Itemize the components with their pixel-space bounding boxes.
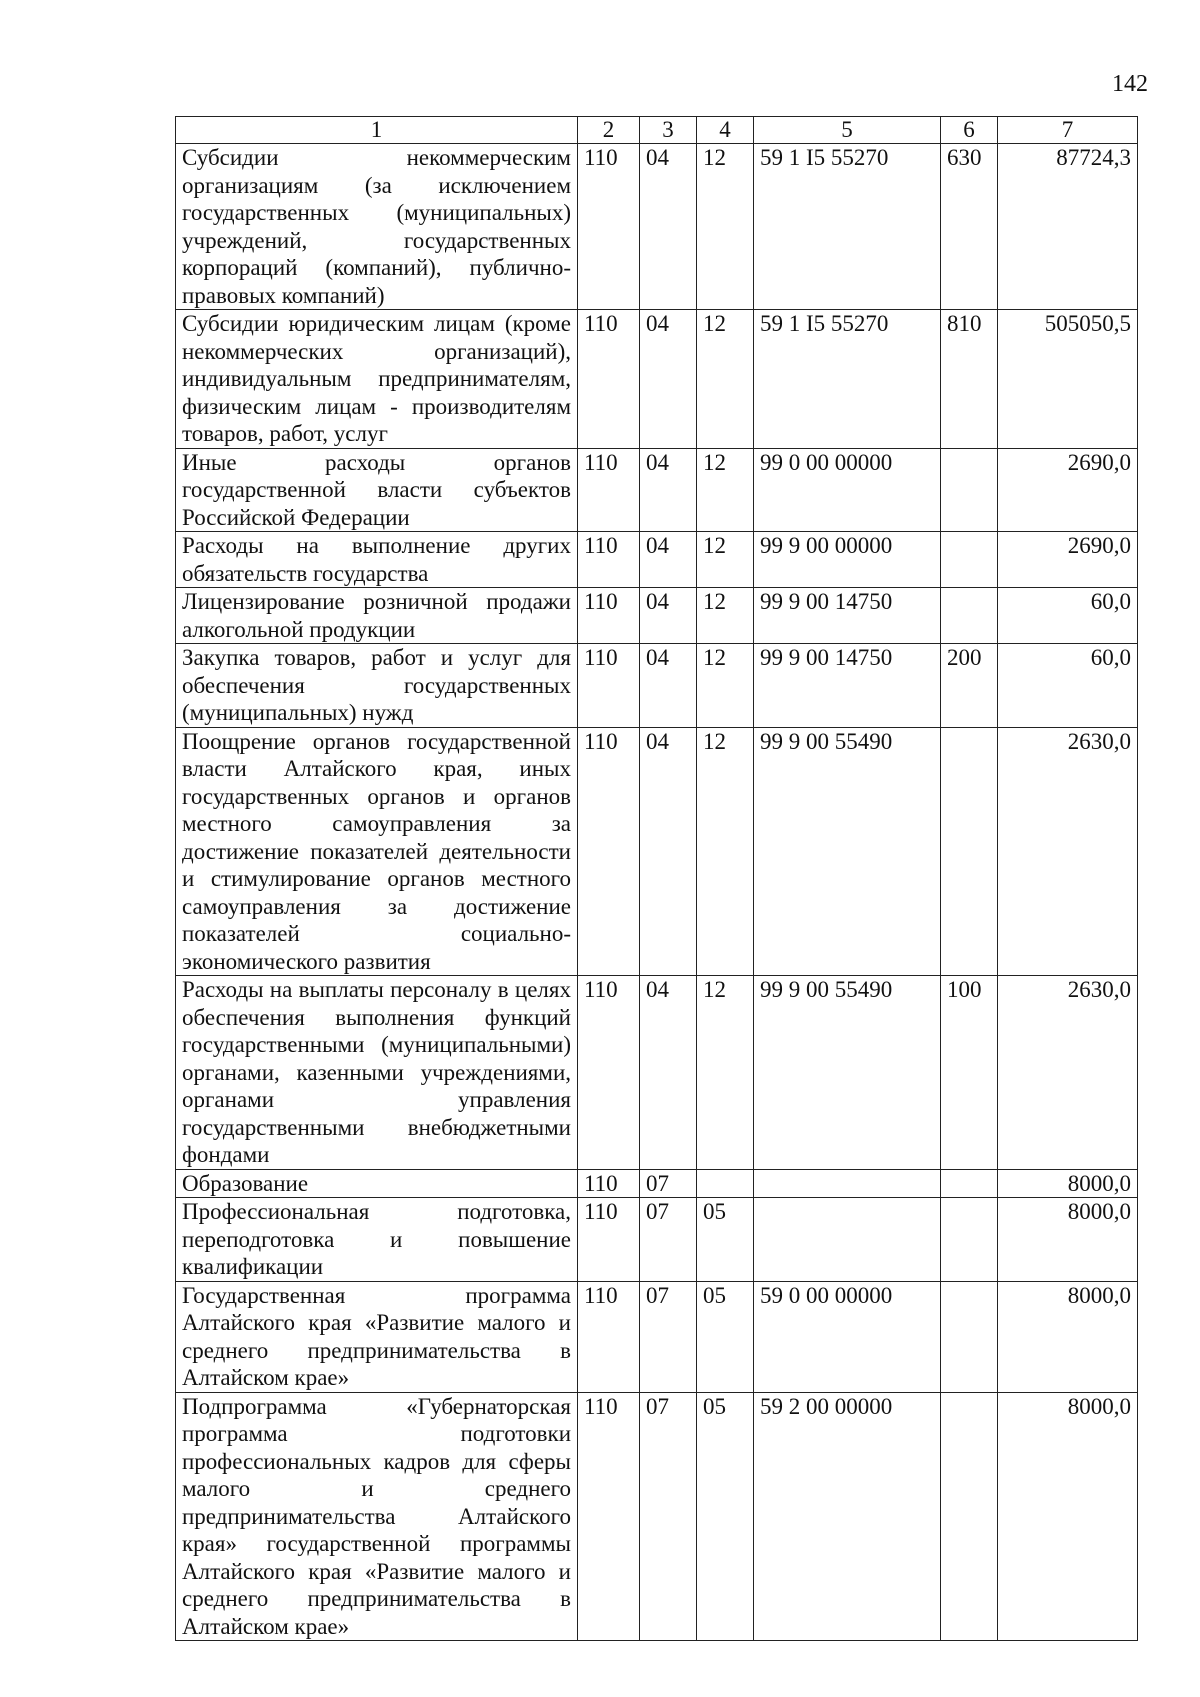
expense-type-cell: [941, 1169, 998, 1198]
target-article-cell: 59 0 00 00000: [754, 1281, 941, 1392]
target-article-cell: 59 1 I5 55270: [754, 144, 941, 310]
column-header-1: 1: [176, 117, 578, 144]
amount-cell: 8000,0: [998, 1281, 1138, 1392]
section-cell: 07: [640, 1198, 697, 1282]
amount-cell: 8000,0: [998, 1198, 1138, 1282]
expense-type-cell: [941, 1198, 998, 1282]
code-cell: 110: [578, 310, 640, 449]
row-name-cell: Субсидии некоммерческим организациям (за исключением государственных (муниципальных) учреждений, государственных корпораций (компаний), публично-правовых компаний): [176, 144, 578, 310]
table-row: [176, 144, 1138, 310]
section-cell: 04: [640, 727, 697, 976]
subsection-cell: 12: [697, 448, 754, 532]
row-name-cell: Образование: [176, 1169, 578, 1198]
target-article-cell: 99 9 00 55490: [754, 976, 941, 1170]
expense-type-cell: [941, 1392, 998, 1641]
amount-cell: 60,0: [998, 588, 1138, 644]
subsection-cell: 12: [697, 727, 754, 976]
amount-cell: 2630,0: [998, 976, 1138, 1170]
amount-cell: 8000,0: [998, 1169, 1138, 1198]
table-row: [176, 644, 1138, 728]
target-article-cell: [754, 1198, 941, 1282]
table-row: [176, 1392, 1138, 1641]
amount-cell: 2690,0: [998, 532, 1138, 588]
code-cell: 110: [578, 144, 640, 310]
amount-cell: 87724,3: [998, 144, 1138, 310]
subsection-cell: 12: [697, 644, 754, 728]
expense-type-cell: 200: [941, 644, 998, 728]
table-row: [176, 1281, 1138, 1392]
amount-cell: 8000,0: [998, 1392, 1138, 1641]
section-cell: 04: [640, 310, 697, 449]
table-row: [176, 532, 1138, 588]
row-name-cell: Подпрограмма «Губернаторская программа подготовки профессиональных кадров для сферы малого и среднего предпринимательства Алтайского края» государственной программы Алтайского края «Развитие малого и среднего предпринимательства в Алтайском крае»: [176, 1392, 578, 1641]
column-header-7: 7: [998, 117, 1138, 144]
target-article-cell: 99 9 00 00000: [754, 532, 941, 588]
section-cell: 04: [640, 448, 697, 532]
section-cell: 07: [640, 1392, 697, 1641]
column-header-6: 6: [941, 117, 998, 144]
amount-cell: 2690,0: [998, 448, 1138, 532]
code-cell: 110: [578, 644, 640, 728]
code-cell: 110: [578, 1198, 640, 1282]
code-cell: 110: [578, 448, 640, 532]
row-name-cell: Поощрение органов государственной власти Алтайского края, иных государственных органов и органов местного самоуправления за достижение показателей деятельности и стимулирование органов местного самоуправления за достижение показателей социально-экономического развития: [176, 727, 578, 976]
target-article-cell: [754, 1169, 941, 1198]
expense-type-cell: 630: [941, 144, 998, 310]
code-cell: 110: [578, 976, 640, 1170]
budget-table: [175, 116, 1138, 1641]
table-row: [176, 588, 1138, 644]
code-cell: 110: [578, 588, 640, 644]
subsection-cell: 05: [697, 1392, 754, 1641]
table-row: [176, 448, 1138, 532]
target-article-cell: 99 9 00 14750: [754, 588, 941, 644]
subsection-cell: 12: [697, 310, 754, 449]
target-article-cell: 99 9 00 14750: [754, 644, 941, 728]
subsection-cell: 12: [697, 976, 754, 1170]
code-cell: 110: [578, 727, 640, 976]
row-name-cell: Профессиональная подготовка, переподготовка и повышение квалификации: [176, 1198, 578, 1282]
page-number: 142: [1112, 71, 1148, 97]
column-header-2: 2: [578, 117, 640, 144]
subsection-cell: 12: [697, 588, 754, 644]
table-row: [176, 976, 1138, 1170]
code-cell: 110: [578, 1392, 640, 1641]
amount-cell: 505050,5: [998, 310, 1138, 449]
table-row: [176, 727, 1138, 976]
code-cell: 110: [578, 1169, 640, 1198]
row-name-cell: Закупка товаров, работ и услуг для обеспечения государственных (муниципальных) нужд: [176, 644, 578, 728]
expense-type-cell: [941, 727, 998, 976]
table-row: [176, 1169, 1138, 1198]
expense-type-cell: 810: [941, 310, 998, 449]
expense-type-cell: [941, 588, 998, 644]
section-cell: 07: [640, 1169, 697, 1198]
target-article-cell: 59 1 I5 55270: [754, 310, 941, 449]
code-cell: 110: [578, 1281, 640, 1392]
section-cell: 04: [640, 532, 697, 588]
subsection-cell: 12: [697, 144, 754, 310]
column-header-3: 3: [640, 117, 697, 144]
expense-type-cell: 100: [941, 976, 998, 1170]
section-cell: 04: [640, 144, 697, 310]
section-cell: 04: [640, 644, 697, 728]
row-name-cell: Лицензирование розничной продажи алкогольной продукции: [176, 588, 578, 644]
row-name-cell: Расходы на выплаты персоналу в целях обеспечения выполнения функций государственными (муниципальными) органами, казенными учреждениями, органами управления государственными внебюджетными фондами: [176, 976, 578, 1170]
table-row: [176, 1198, 1138, 1282]
row-name-cell: Государственная программа Алтайского края «Развитие малого и среднего предпринимательства в Алтайском крае»: [176, 1281, 578, 1392]
subsection-cell: 05: [697, 1198, 754, 1282]
code-cell: 110: [578, 532, 640, 588]
row-name-cell: Субсидии юридическим лицам (кроме некоммерческих организаций), индивидуальным предпринимателям, физическим лицам - производителям товаров, работ, услуг: [176, 310, 578, 449]
table-row: [176, 310, 1138, 449]
column-header-5: 5: [754, 117, 941, 144]
amount-cell: 2630,0: [998, 727, 1138, 976]
expense-type-cell: [941, 448, 998, 532]
target-article-cell: 99 9 00 55490: [754, 727, 941, 976]
target-article-cell: 99 0 00 00000: [754, 448, 941, 532]
amount-cell: 60,0: [998, 644, 1138, 728]
header-row: [176, 117, 1138, 144]
subsection-cell: 12: [697, 532, 754, 588]
section-cell: 04: [640, 588, 697, 644]
expense-type-cell: [941, 1281, 998, 1392]
expense-type-cell: [941, 532, 998, 588]
row-name-cell: Расходы на выполнение других обязательств государства: [176, 532, 578, 588]
subsection-cell: [697, 1169, 754, 1198]
column-header-4: 4: [697, 117, 754, 144]
target-article-cell: 59 2 00 00000: [754, 1392, 941, 1641]
section-cell: 04: [640, 976, 697, 1170]
subsection-cell: 05: [697, 1281, 754, 1392]
row-name-cell: Иные расходы органов государственной власти субъектов Российской Федерации: [176, 448, 578, 532]
section-cell: 07: [640, 1281, 697, 1392]
